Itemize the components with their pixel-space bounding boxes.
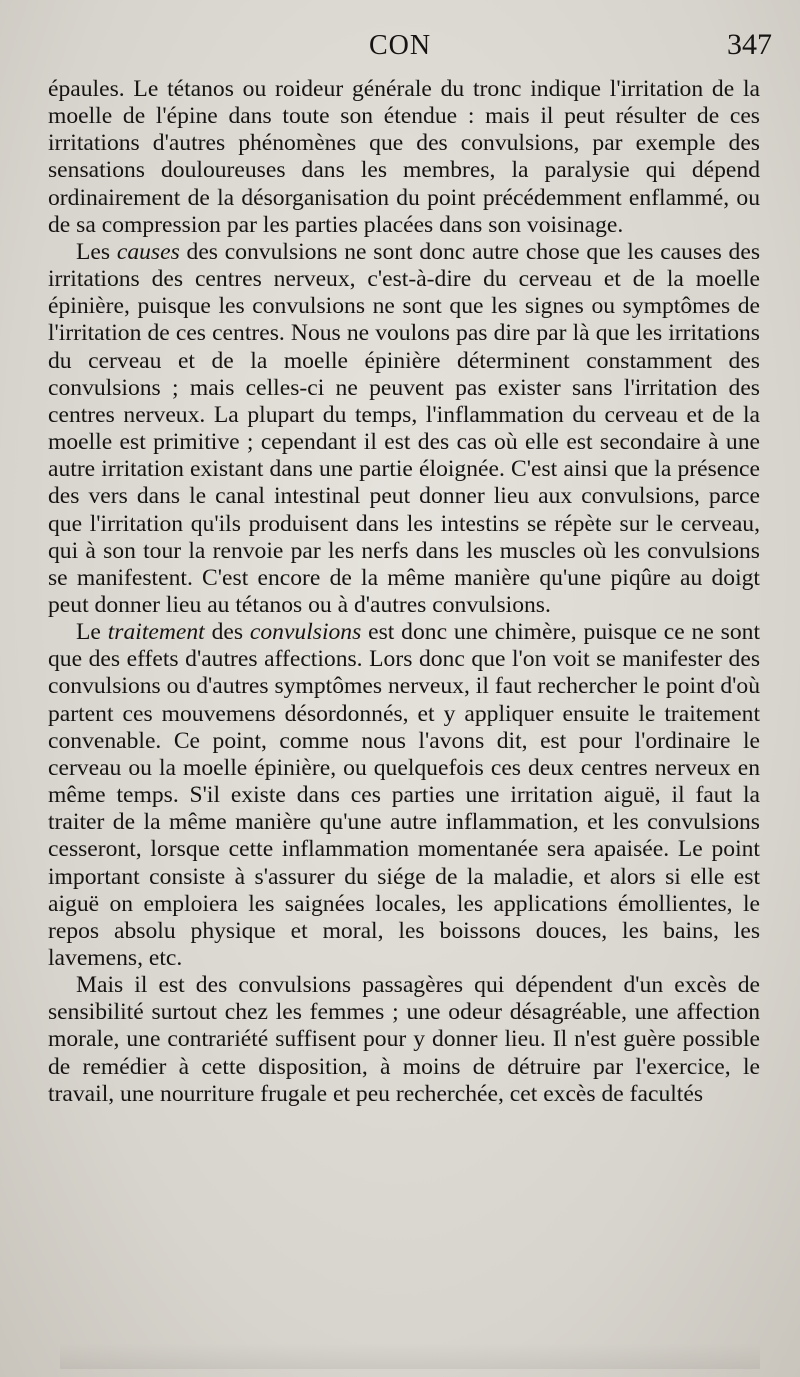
page-header (0, 30, 800, 70)
text-run: épaules. Le tétanos ou roideur générale du tronc indique l'irritation de la moelle de l'épine dans toute son étendue : mais il peut résulter de ces irritations d'autres phénomènes que des convulsions, par exemple des sensations douloureuses dans les membres, la paralysie qui dépend ordinairement de la désorganisation du point précédemment enflammé, ou de sa compression par les parties placées dans son voisinage. (48, 76, 760, 238)
italic-term: causes (116, 238, 180, 265)
paragraph (48, 76, 760, 239)
paragraph (48, 619, 760, 972)
paragraph (48, 972, 760, 1108)
bleed-through-shadow (60, 1343, 760, 1369)
running-head: CON (368, 30, 432, 61)
paragraph (48, 239, 760, 619)
body-text (48, 76, 760, 1108)
text-run: Le (76, 619, 108, 646)
italic-term: convulsions (249, 619, 362, 646)
text-run: Les (76, 238, 117, 265)
text-run: des (204, 619, 250, 646)
page-number: 347 (727, 28, 772, 61)
text-run: est donc une chimère, puisque ce ne sont que des effets d'autres affections. Lors donc que l'on voit se manifester des convulsions ou d'autres symptômes nerveux, il faut rechercher le point d'où partent ces mouvemens désordonnés, et y appliquer ensuite le traitement convenable. Ce point, comme nous l'avons dit, est pour l'ordinaire le cerveau ou la moelle épinière, ou quelquefois ces deux centres nerveux en même temps. S'il existe dans ces parties une irritation aiguë, il faut la traiter de la même manière qu'une autre inflammation, et les convulsions cesseront, lorsque cette inflammation momentanée sera apaisée. Le point important consiste à s'assurer du siége de la maladie, et alors si elle est aiguë on emploiera les saignées locales, les applications émollientes, le repos absolu physique et moral, les boissons douces, les bains, les lavemens, etc. (48, 619, 761, 971)
italic-term: traitement (107, 619, 205, 646)
text-run: des convulsions ne sont donc autre chose que les causes des irritations des centres nerveux, c'est-à-dire du cerveau et de la moelle épinière, puisque les convulsions ne sont que les signes ou symptômes de l'irritation de ces centres. Nous ne voulons pas dire par là que les irritations du cerveau et de la moelle épinière déterminent constamment des convulsions ; mais celles-ci ne peuvent pas exister sans l'irritation des centres nerveux. La plupart du temps, l'inflammation du cerveau et de la moelle est primitive ; cependant il est des cas où elle est secondaire à une autre irritation existant dans une partie éloignée. C'est ainsi que la présence des vers dans le canal intestinal peut donner lieu aux convulsions, parce que l'irritation qu'ils produisent dans les intestins se répète sur le cerveau, qui à son tour la renvoie par les nerfs dans les muscles où les convulsions se manifestent. C'est encore de la même manière qu'une piqûre au doigt peut donner lieu au tétanos ou à d'autres convulsions. (48, 238, 761, 618)
text-run: Mais il est des convulsions passagères qui dépendent d'un excès de sensibilité surtout chez les femmes ; une odeur désagréable, une affection morale, une contrariété suffisent pour y donner lieu. Il n'est guère possible de remédier à cette disposition, à moins de détruire par l'exercice, le travail, une nourriture frugale et peu recherchée, cet excès de facultés (48, 972, 760, 1107)
